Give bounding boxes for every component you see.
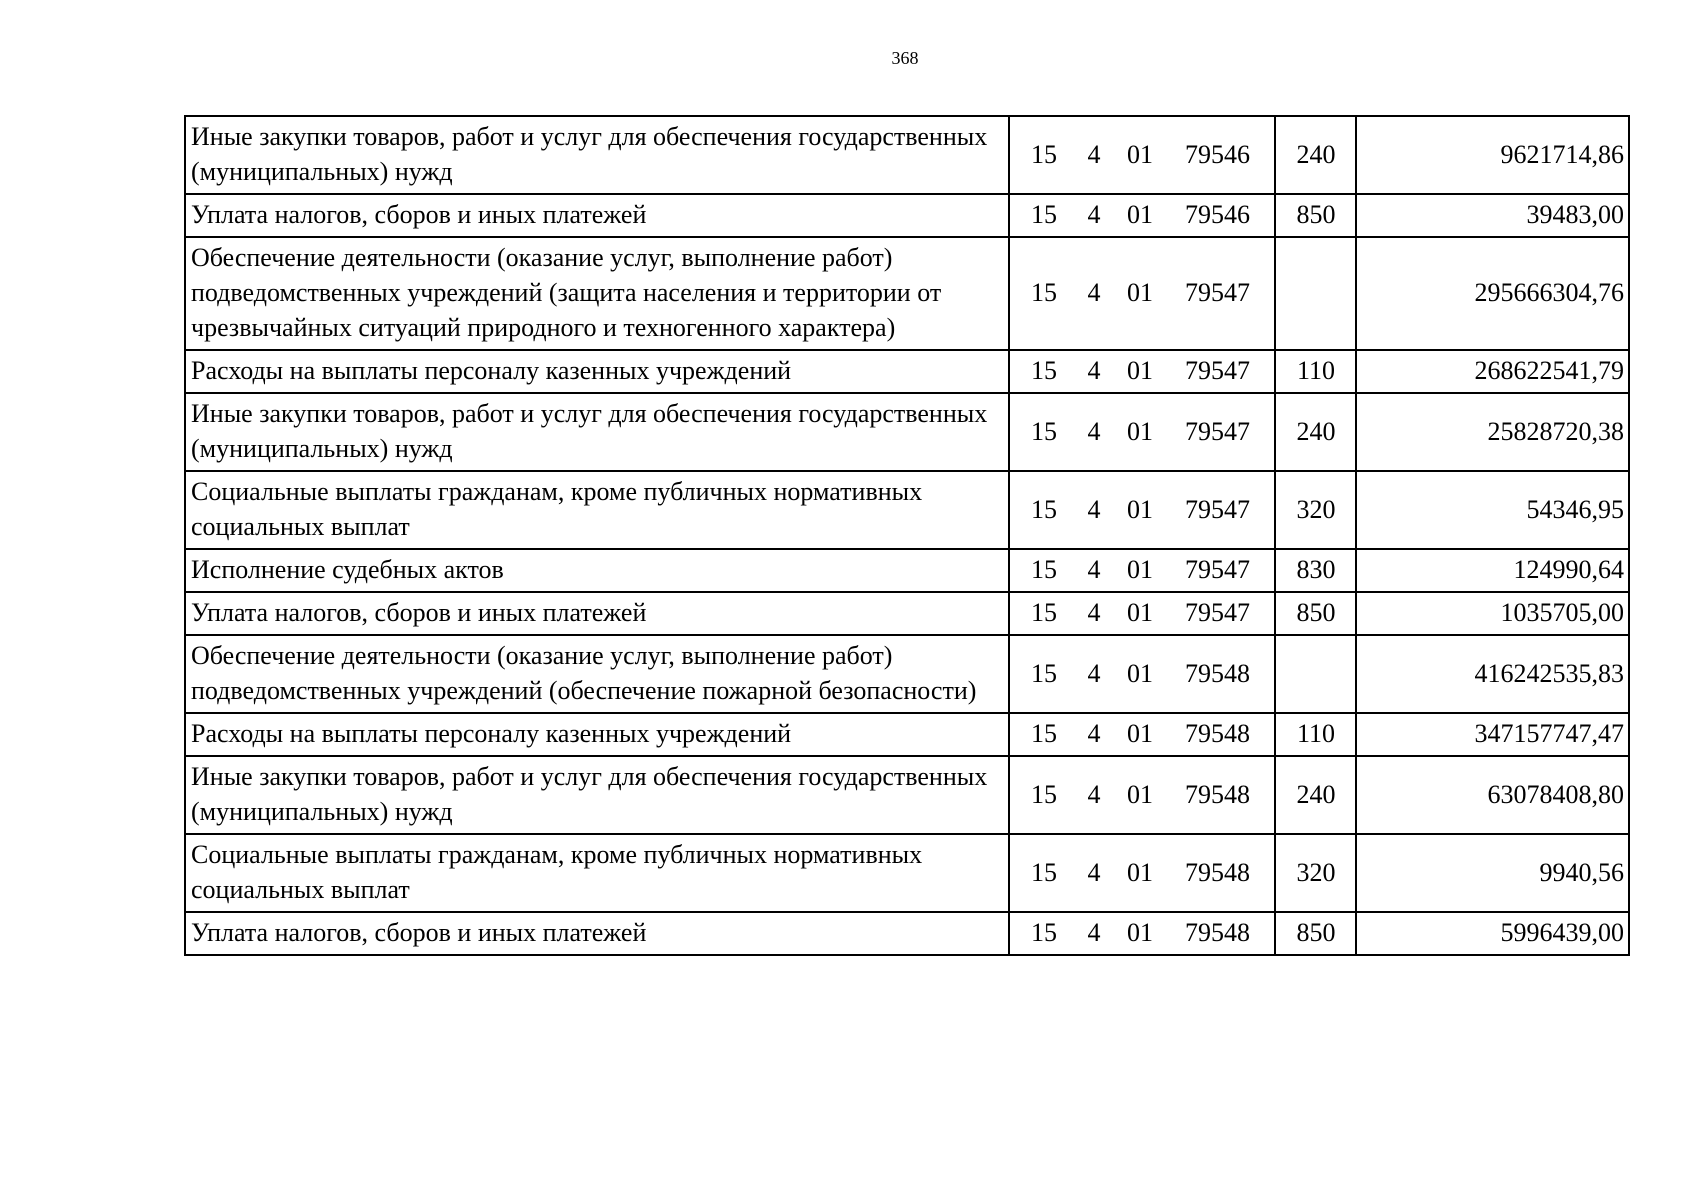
subsection-code: 4: [1087, 494, 1101, 524]
section-code: 15: [1031, 278, 1057, 307]
section-code: 15: [1031, 555, 1057, 584]
amount-cell: 124990,64: [1356, 549, 1629, 592]
item-code: 79547: [1185, 278, 1250, 307]
item-code: 79548: [1185, 779, 1250, 809]
expense-type-cell: 110: [1275, 350, 1356, 393]
subsection-code: 4: [1087, 416, 1101, 446]
group-code: 01: [1127, 857, 1153, 887]
section-code: 15: [1031, 658, 1057, 688]
subsection-code: 4: [1087, 779, 1101, 809]
subsection-code: 4: [1087, 555, 1101, 584]
section-code: 15: [1031, 356, 1057, 385]
classification-code-cell: [1009, 713, 1275, 756]
classification-code-cell: [1009, 912, 1275, 955]
subsection-code: 4: [1087, 598, 1101, 627]
item-code: 79548: [1185, 719, 1250, 748]
item-code: 79546: [1185, 200, 1250, 229]
expense-type-cell: 830: [1275, 549, 1356, 592]
section-code: 15: [1031, 494, 1057, 524]
expense-name-cell: Обеспечение деятельности (оказание услуг, выполнение работ) подведомственных учреждений (обеспечение пожарной безопасности): [185, 635, 1009, 713]
table-row: [185, 549, 1629, 592]
classification-code-cell: [1009, 194, 1275, 237]
group-code: 01: [1127, 658, 1153, 688]
subsection-code: 4: [1087, 719, 1101, 748]
item-code: 79547: [1185, 598, 1250, 627]
item-code: 79546: [1185, 139, 1250, 169]
amount-cell: 39483,00: [1356, 194, 1629, 237]
group-code: 01: [1127, 200, 1153, 229]
table-row: [185, 471, 1629, 549]
table-row: [185, 393, 1629, 471]
group-code: 01: [1127, 139, 1153, 169]
table-row: [185, 350, 1629, 393]
amount-cell: 268622541,79: [1356, 350, 1629, 393]
section-code: 15: [1031, 719, 1057, 748]
expense-name-cell: Иные закупки товаров, работ и услуг для обеспечения государственных (муниципальных) нужд: [185, 116, 1009, 194]
item-code: 79547: [1185, 416, 1250, 446]
expense-name-cell: Иные закупки товаров, работ и услуг для обеспечения государственных (муниципальных) нужд: [185, 393, 1009, 471]
classification-code-cell: [1009, 635, 1275, 713]
expense-type-cell: 850: [1275, 912, 1356, 955]
amount-cell: 295666304,76: [1356, 237, 1629, 350]
expense-name-cell: Уплата налогов, сборов и иных платежей: [185, 194, 1009, 237]
classification-code-cell: [1009, 350, 1275, 393]
table-row: [185, 834, 1629, 912]
table-row: [185, 756, 1629, 834]
item-code: 79548: [1185, 857, 1250, 887]
group-code: 01: [1127, 494, 1153, 524]
group-code: 01: [1127, 356, 1153, 385]
amount-cell: 25828720,38: [1356, 393, 1629, 471]
subsection-code: 4: [1087, 658, 1101, 688]
group-code: 01: [1127, 555, 1153, 584]
section-code: 15: [1031, 598, 1057, 627]
amount-cell: 9940,56: [1356, 834, 1629, 912]
expense-type-cell: 850: [1275, 592, 1356, 635]
group-code: 01: [1127, 598, 1153, 627]
table-row: [185, 194, 1629, 237]
amount-cell: 416242535,83: [1356, 635, 1629, 713]
expense-type-cell: [1275, 237, 1356, 350]
amount-cell: 347157747,47: [1356, 713, 1629, 756]
table-row: [185, 713, 1629, 756]
expense-name-cell: Уплата налогов, сборов и иных платежей: [185, 912, 1009, 955]
expense-name-cell: Социальные выплаты гражданам, кроме публичных нормативных социальных выплат: [185, 834, 1009, 912]
section-code: 15: [1031, 779, 1057, 809]
subsection-code: 4: [1087, 139, 1101, 169]
expense-type-cell: 240: [1275, 393, 1356, 471]
group-code: 01: [1127, 779, 1153, 809]
table-row: [185, 237, 1629, 350]
budget-table: [184, 115, 1630, 956]
budget-table-body: [185, 116, 1629, 955]
table-row: [185, 635, 1629, 713]
amount-cell: 9621714,86: [1356, 116, 1629, 194]
subsection-code: 4: [1087, 200, 1101, 229]
amount-cell: 63078408,80: [1356, 756, 1629, 834]
amount-cell: 5996439,00: [1356, 912, 1629, 955]
classification-code-cell: [1009, 237, 1275, 350]
expense-name-cell: Расходы на выплаты персоналу казенных учреждений: [185, 713, 1009, 756]
classification-code-cell: [1009, 471, 1275, 549]
expense-name-cell: Расходы на выплаты персоналу казенных учреждений: [185, 350, 1009, 393]
classification-code-cell: [1009, 834, 1275, 912]
expense-type-cell: 320: [1275, 834, 1356, 912]
subsection-code: 4: [1087, 356, 1101, 385]
expense-name-cell: Иные закупки товаров, работ и услуг для обеспечения государственных (муниципальных) нужд: [185, 756, 1009, 834]
table-row: [185, 912, 1629, 955]
classification-code-cell: [1009, 592, 1275, 635]
expense-name-cell: Уплата налогов, сборов и иных платежей: [185, 592, 1009, 635]
expense-type-cell: 240: [1275, 116, 1356, 194]
amount-cell: 54346,95: [1356, 471, 1629, 549]
classification-code-cell: [1009, 393, 1275, 471]
section-code: 15: [1031, 200, 1057, 229]
item-code: 79547: [1185, 555, 1250, 584]
expense-name-cell: Исполнение судебных актов: [185, 549, 1009, 592]
classification-code-cell: [1009, 756, 1275, 834]
expense-type-cell: 320: [1275, 471, 1356, 549]
classification-code-cell: [1009, 549, 1275, 592]
item-code: 79548: [1185, 918, 1250, 947]
section-code: 15: [1031, 857, 1057, 887]
expense-type-cell: [1275, 635, 1356, 713]
group-code: 01: [1127, 918, 1153, 947]
item-code: 79547: [1185, 356, 1250, 385]
expense-name-cell: Социальные выплаты гражданам, кроме публичных нормативных социальных выплат: [185, 471, 1009, 549]
group-code: 01: [1127, 416, 1153, 446]
page-number: 368: [891, 48, 919, 68]
amount-cell: 1035705,00: [1356, 592, 1629, 635]
classification-code-cell: [1009, 116, 1275, 194]
subsection-code: 4: [1087, 278, 1101, 307]
subsection-code: 4: [1087, 918, 1101, 947]
group-code: 01: [1127, 278, 1153, 307]
section-code: 15: [1031, 416, 1057, 446]
group-code: 01: [1127, 719, 1153, 748]
table-row: [185, 116, 1629, 194]
item-code: 79548: [1185, 658, 1250, 688]
item-code: 79547: [1185, 494, 1250, 524]
subsection-code: 4: [1087, 857, 1101, 887]
section-code: 15: [1031, 139, 1057, 169]
expense-name-cell: Обеспечение деятельности (оказание услуг, выполнение работ) подведомственных учреждений (защита населения и территории от чрезвычайных ситуаций природного и техногенного характера): [185, 237, 1009, 350]
expense-type-cell: 110: [1275, 713, 1356, 756]
table-row: [185, 592, 1629, 635]
expense-type-cell: 240: [1275, 756, 1356, 834]
expense-type-cell: 850: [1275, 194, 1356, 237]
section-code: 15: [1031, 918, 1057, 947]
